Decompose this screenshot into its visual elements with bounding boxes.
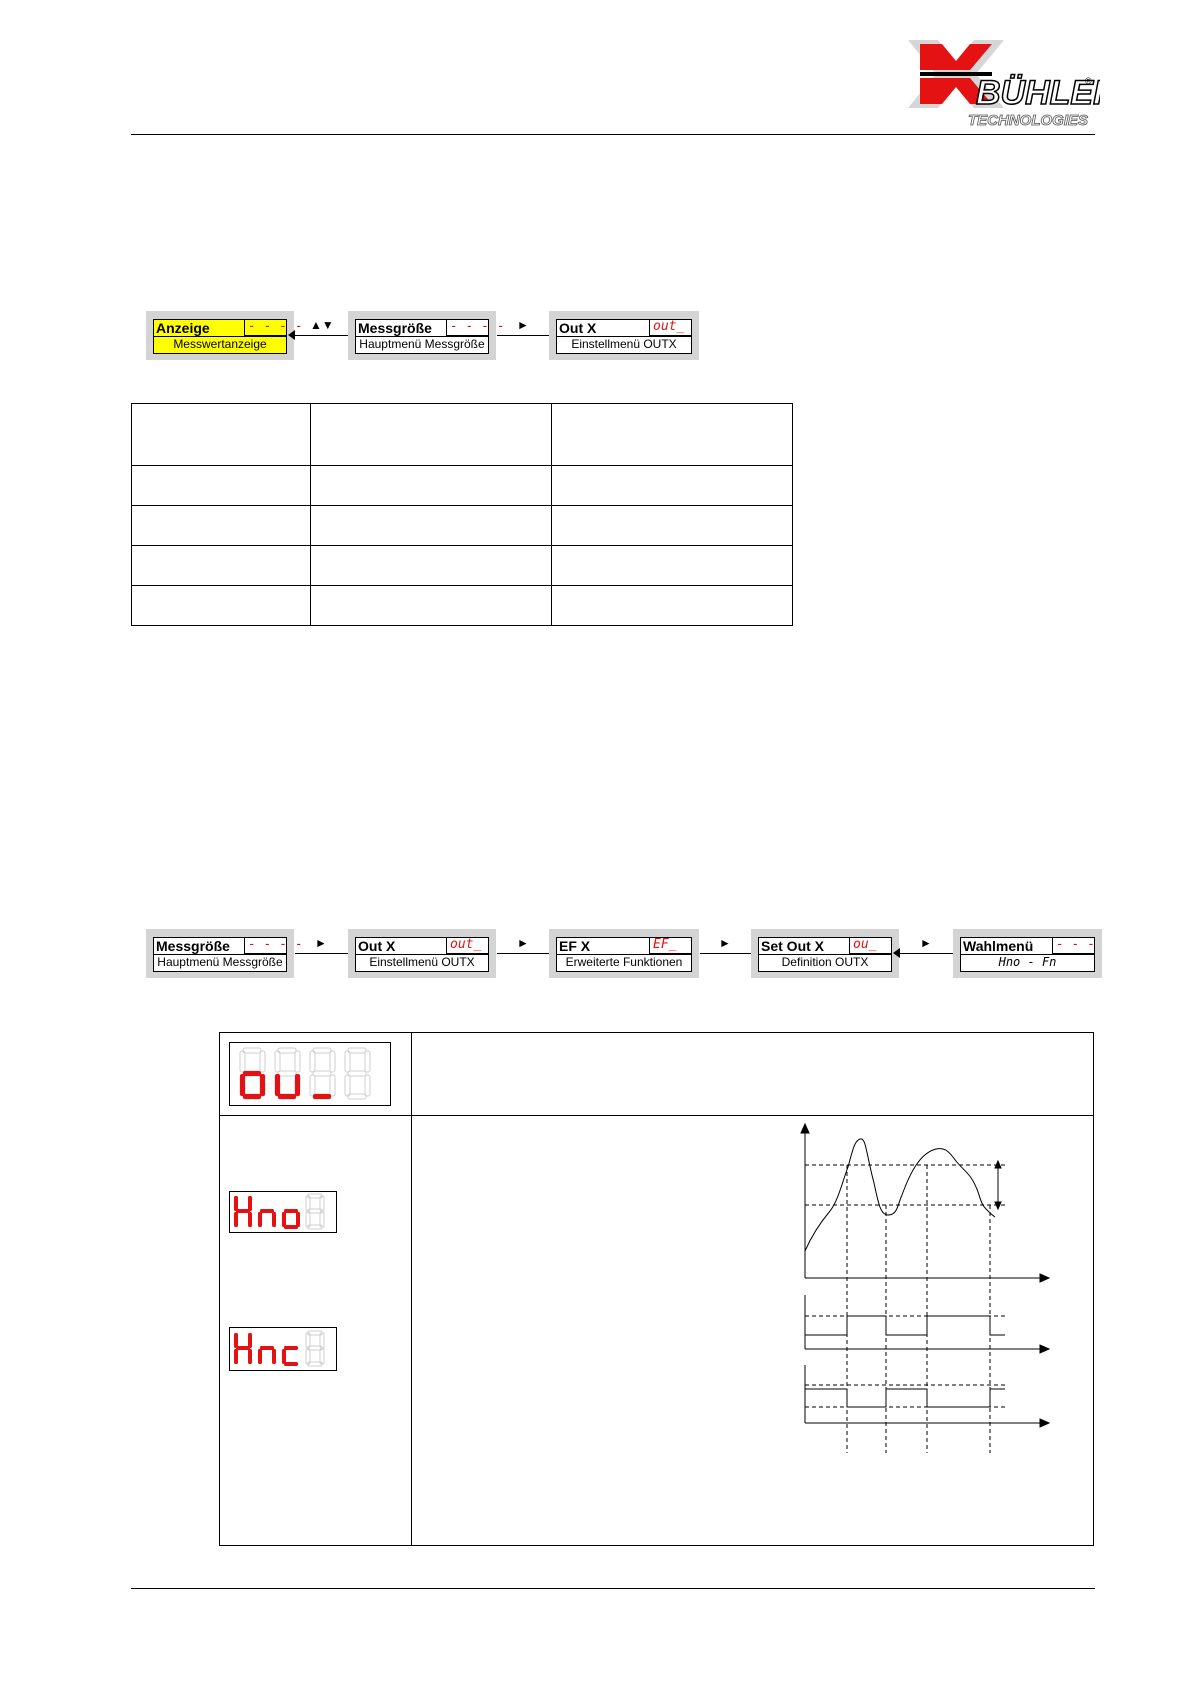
column-divider: [411, 1033, 412, 1545]
box-subtitle: Hauptmenü Messgröße: [356, 336, 488, 352]
connector-line: [900, 953, 954, 954]
connector-line: [295, 953, 349, 954]
settings-table: [131, 403, 793, 626]
buehler-logo: [880, 36, 1100, 128]
table-cell: [311, 586, 552, 626]
table-cell: [132, 506, 311, 546]
table-row: [132, 586, 793, 626]
svg-text:®: ®: [1085, 76, 1092, 86]
box-title: Out X: [358, 938, 396, 954]
table-cell: [552, 404, 793, 466]
table-cell: [552, 466, 793, 506]
box-subtitle: Einstellmenü OUTX: [557, 336, 691, 352]
seven-segment-display-hnc: [229, 1327, 337, 1371]
hysteresis-switching-diagram: [790, 1123, 1070, 1463]
menu-box-set-out-x: [751, 929, 899, 978]
table-cell: [311, 506, 552, 546]
box-subtitle: Einstellmenü OUTX: [356, 954, 488, 970]
arrow-label-right: ►: [719, 936, 731, 950]
table-row: [132, 466, 793, 506]
output-definition-table: [219, 1032, 1094, 1546]
menu-box-ef-x: [549, 929, 699, 978]
box-code: - - - -: [446, 320, 488, 336]
table-row: [132, 546, 793, 586]
table-row: [132, 404, 793, 466]
box-title: EF X: [559, 938, 591, 954]
menu-box-messgroesse: [146, 929, 303, 978]
box-code: ou_: [849, 938, 891, 954]
table-cell: [132, 586, 311, 626]
arrow-label-right: ►: [517, 936, 529, 950]
box-title: Messgröße: [358, 320, 432, 336]
box-title: Out X: [559, 320, 597, 336]
table-cell: [132, 466, 311, 506]
table-cell: [552, 586, 793, 626]
box-code: - - - -: [244, 938, 286, 954]
table-cell: [552, 546, 793, 586]
box-subtitle: Messwertanzeige: [154, 336, 286, 352]
table-cell: [311, 404, 552, 466]
table-cell: [311, 466, 552, 506]
logo-wordmark: BÜHLE: [976, 74, 1094, 112]
table-cell: [132, 546, 311, 586]
connector-line: [295, 335, 355, 336]
box-code: EF_: [649, 938, 691, 954]
box-code: out_: [649, 320, 691, 336]
hnc-display-icon: [230, 1328, 336, 1370]
connector-line: [700, 953, 752, 954]
box-code: - - - -: [244, 320, 286, 336]
box-subtitle: Definition OUTX: [759, 954, 891, 970]
arrow-label-right: ►: [920, 936, 932, 950]
connector-line: [497, 335, 549, 336]
box-code: out_: [446, 938, 488, 954]
menu-box-out-x: [549, 311, 699, 360]
arrow-label-updown: ▲▼: [310, 318, 334, 332]
arrow-left-icon: [893, 948, 900, 958]
arrow-left-icon: [288, 330, 295, 340]
menu-box-wahlmenue: [953, 929, 1102, 978]
table-cell: [132, 404, 311, 466]
box-title: Wahlmenü: [963, 938, 1034, 954]
box-subtitle: Hauptmenü Messgröße: [154, 954, 286, 970]
menu-box-messgroesse: [348, 311, 505, 360]
box-title: Messgröße: [156, 938, 230, 954]
table-cell: [311, 546, 552, 586]
box-subtitle: Erweiterte Funktionen: [557, 954, 691, 970]
seven-segment-display-main: [229, 1042, 391, 1106]
box-code: - - -: [1052, 938, 1094, 954]
hno-display-icon: [230, 1192, 336, 1232]
table-cell: [552, 506, 793, 546]
box-subtitle: Hno - Fn: [961, 954, 1094, 970]
arrow-label-right: ►: [315, 936, 327, 950]
menu-box-anzeige: [146, 311, 303, 360]
logo-subword: TECHNOLOGIES: [968, 112, 1089, 128]
table-row: [132, 506, 793, 546]
connector-line: [497, 953, 549, 954]
box-title: Set Out X: [761, 938, 825, 954]
box-title: Anzeige: [156, 320, 210, 336]
footer-rule: [131, 1588, 1095, 1589]
seven-segment-display-hno: [229, 1191, 337, 1233]
ou-display-icon: [230, 1043, 390, 1105]
arrow-label-right: ►: [517, 318, 529, 332]
menu-box-out-x: [348, 929, 496, 978]
header-rule: [131, 134, 1095, 135]
row-divider: [220, 1115, 1093, 1116]
